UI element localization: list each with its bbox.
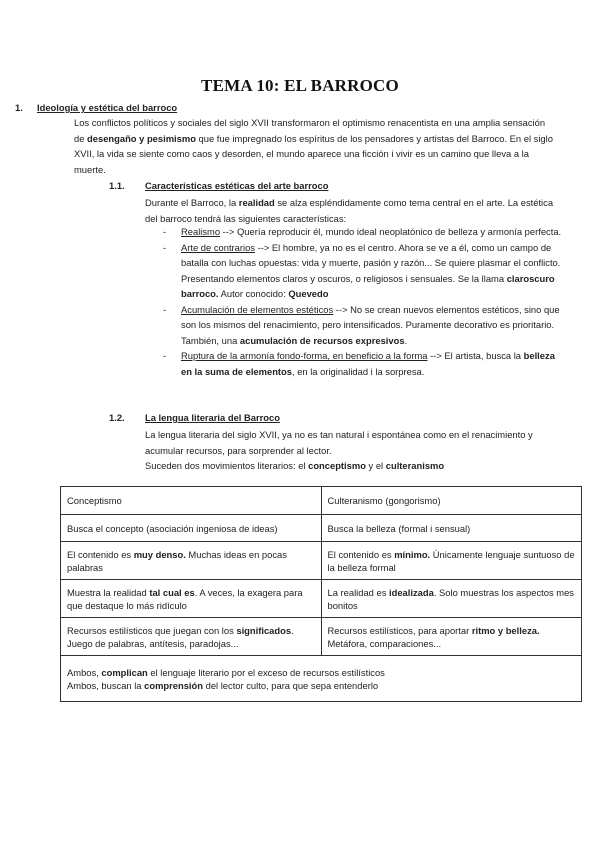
table-row xyxy=(61,542,582,580)
section-1-heading: Ideología y estética del barroco xyxy=(37,102,178,113)
table-cell: Recursos estilísticos que juegan con los significados. Juego de palabras, antítesis, paradojas... xyxy=(61,618,322,656)
section-1-number: 1. xyxy=(15,102,23,113)
table-footer-row xyxy=(61,656,582,702)
header-cell-conceptismo: Conceptismo xyxy=(61,487,322,515)
comparison-table xyxy=(60,486,582,702)
table-footer-cell: Ambos, complican el lenguaje literario por el exceso de recursos estilísticos Ambos, buscan la comprensión del lector culto, para que sepa entenderlo xyxy=(61,656,582,702)
table-row xyxy=(61,515,582,542)
section-1-2-paragraph: La lengua literaria del siglo XVII, ya no es tan natural i espontánea como en el renacimiento y acumular recursos, para sorprender al lector. xyxy=(145,429,533,456)
table-cell: Busca el concepto (asociación ingeniosa de ideas) xyxy=(61,515,322,542)
table-row xyxy=(61,580,582,618)
table-cell: Busca la belleza (formal i sensual) xyxy=(321,515,582,542)
characteristics-list xyxy=(145,224,565,379)
section-1-2-heading: La lengua literaria del Barroco xyxy=(145,412,280,423)
list-item: - Realismo --> Quería reproducir él, mundo ideal neoplatónico de belleza y armonía perfecta. xyxy=(163,226,562,237)
table-cell: El contenido es mínimo. Únicamente lenguaje suntuoso de la belleza formal xyxy=(321,542,582,580)
table-cell: El contenido es muy denso. Muchas ideas en pocas palabras xyxy=(61,542,322,580)
table-row xyxy=(61,618,582,656)
table-header-row xyxy=(61,487,582,515)
section-1-1-heading: Características estéticas del arte barroco xyxy=(145,180,329,191)
header-cell-culteranismo: Culteranismo (gongorismo) xyxy=(321,487,582,515)
list-item: - Acumulación de elementos estéticos --> No se crean nuevos elementos estéticos, sino que son los mismos del renacimiento, pero intensificados. Puramente decorativo es prioritario. También, una acumulación de recursos expresivos. xyxy=(163,303,560,346)
table-cell: Recursos estilísticos, para aportar ritmo y belleza. Metáfora, comparaciones... xyxy=(321,618,582,656)
page-title: TEMA 10: EL BARROCO xyxy=(201,76,399,95)
section-1-paragraph: Los conflictos políticos y sociales del siglo XVII transformaron el optimismo renacentista en una amplia sensación de desengaño y pesimismo que fue impregnado los espíritus de los pensadores y artistas del Barroco. En el siglo XVII, la vida se siente como caos y desorden, el mundo aparece una ficción i vivir es un camino que lleva a la muerte. xyxy=(74,117,553,175)
section-1-1-number: 1.1. xyxy=(109,180,125,191)
table-cell: La realidad es idealizada. Solo muestras los aspectos mes bonitos xyxy=(321,580,582,618)
list-item: - Arte de contrarios --> El hombre, ya no es el centro. Ahora se ve a él, como un campo de batalla con luchas opuestas: vida y muerte, pasión y razón... Se quiere plasmar el conflicto. Presentando elementos claros y oscuros, o religiosos i sensuales. Se la llama claroscuro barroco. Autor conocido: Quevedo xyxy=(163,241,561,299)
table-cell: Muestra la realidad tal cual es. A veces, la exagera para que destaque lo más ridículo xyxy=(61,580,322,618)
list-item: - Ruptura de la armonía fondo-forma, en beneficio a la forma --> El artista, busca la belleza en la suma de elementos, en la originalidad i la sorpresa. xyxy=(163,350,555,377)
section-1-2-number: 1.2. xyxy=(109,412,125,423)
section-1-1-intro: Durante el Barroco, la realidad se alza espléndidamente como tema central en el arte. La estética del barroco tendrá las siguientes características: xyxy=(145,197,554,224)
section-1-2-movements: Suceden dos movimientos literarios: el conceptismo y el culteranismo xyxy=(145,460,445,471)
